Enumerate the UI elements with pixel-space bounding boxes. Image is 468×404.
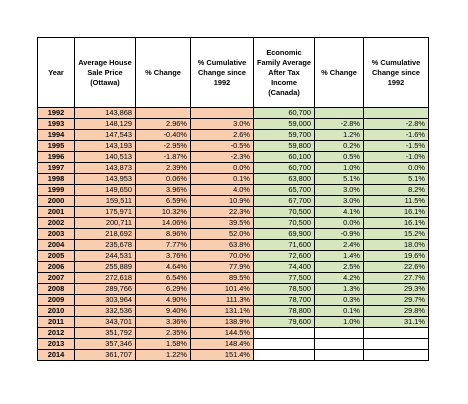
spreadsheet-table xyxy=(37,37,429,361)
cell-house-cumulative[interactable]: 131.1% xyxy=(191,306,254,317)
cell-year[interactable]: 1996 xyxy=(38,152,75,163)
cell-house-pct-change[interactable]: 14.06% xyxy=(136,218,191,229)
cell-income-cumulative[interactable]: -1.6% xyxy=(364,130,429,141)
cell-house-cumulative[interactable]: 63.8% xyxy=(191,240,254,251)
cell-income-cumulative[interactable]: 22.6% xyxy=(364,262,429,273)
table-row xyxy=(38,350,429,361)
cell-income[interactable]: 60,700 xyxy=(254,163,315,174)
cell-income[interactable]: 59,700 xyxy=(254,130,315,141)
table-row xyxy=(38,262,429,273)
table-row xyxy=(38,119,429,130)
cell-income-cumulative[interactable] xyxy=(364,350,429,361)
cell-income-pct-change[interactable]: 0.3% xyxy=(315,295,364,306)
cell-house-pct-change[interactable]: 3.96% xyxy=(136,185,191,196)
table-row xyxy=(38,152,429,163)
table-row xyxy=(38,317,429,328)
cell-house-price[interactable]: 200,711 xyxy=(75,218,136,229)
cell-house-price[interactable]: 343,701 xyxy=(75,317,136,328)
cell-house-pct-change[interactable]: 8.96% xyxy=(136,229,191,240)
cell-year[interactable]: 2003 xyxy=(38,229,75,240)
cell-house-cumulative[interactable]: 70.0% xyxy=(191,251,254,262)
cell-house-pct-change[interactable]: -1.87% xyxy=(136,152,191,163)
cell-house-cumulative[interactable]: 10.9% xyxy=(191,196,254,207)
cell-house-cumulative[interactable]: 144.5% xyxy=(191,328,254,339)
table-row xyxy=(38,284,429,295)
cell-house-pct-change[interactable]: 6.59% xyxy=(136,196,191,207)
cell-income-cumulative[interactable]: 5.1% xyxy=(364,174,429,185)
cell-income[interactable]: 59,800 xyxy=(254,141,315,152)
table-row xyxy=(38,306,429,317)
cell-income-cumulative[interactable]: -1.0% xyxy=(364,152,429,163)
cell-house-cumulative[interactable]: 89.5% xyxy=(191,273,254,284)
cell-year[interactable]: 2001 xyxy=(38,207,75,218)
cell-income-pct-change[interactable]: 2.4% xyxy=(315,240,364,251)
table-row xyxy=(38,273,429,284)
cell-house-cumulative[interactable]: 39.5% xyxy=(191,218,254,229)
cell-income-pct-change[interactable] xyxy=(315,339,364,350)
table-row xyxy=(38,229,429,240)
cell-house-pct-change[interactable]: -2.95% xyxy=(136,141,191,152)
cell-income-pct-change[interactable] xyxy=(315,108,364,119)
cell-house-cumulative[interactable]: 2.6% xyxy=(191,130,254,141)
cell-income-cumulative[interactable] xyxy=(364,339,429,350)
cell-income[interactable]: 60,100 xyxy=(254,152,315,163)
cell-house-price[interactable]: 218,692 xyxy=(75,229,136,240)
cell-income-cumulative[interactable]: 27.7% xyxy=(364,273,429,284)
cell-income-pct-change[interactable]: 3.0% xyxy=(315,185,364,196)
cell-income[interactable]: 63,800 xyxy=(254,174,315,185)
header-house-cumulative: % Cumulative Change since 1992 xyxy=(191,38,254,108)
cell-income-cumulative[interactable]: 31.1% xyxy=(364,317,429,328)
cell-house-price[interactable]: 147,543 xyxy=(75,130,136,141)
table-row xyxy=(38,218,429,229)
cell-house-pct-change[interactable] xyxy=(136,108,191,119)
cell-year[interactable]: 2011 xyxy=(38,317,75,328)
table-row xyxy=(38,295,429,306)
cell-house-price[interactable]: 289,766 xyxy=(75,284,136,295)
cell-income-pct-change[interactable]: 1.0% xyxy=(315,317,364,328)
cell-year[interactable]: 2014 xyxy=(38,350,75,361)
cell-year[interactable]: 1994 xyxy=(38,130,75,141)
cell-income-cumulative[interactable]: 11.5% xyxy=(364,196,429,207)
cell-income-cumulative[interactable]: 19.6% xyxy=(364,251,429,262)
cell-income[interactable]: 74,400 xyxy=(254,262,315,273)
cell-house-price[interactable]: 272,618 xyxy=(75,273,136,284)
cell-year[interactable]: 2002 xyxy=(38,218,75,229)
cell-house-cumulative[interactable] xyxy=(191,108,254,119)
cell-house-price[interactable]: 143,193 xyxy=(75,141,136,152)
cell-house-price[interactable]: 361,707 xyxy=(75,350,136,361)
cell-income[interactable]: 70,500 xyxy=(254,218,315,229)
cell-house-cumulative[interactable]: 0.1% xyxy=(191,174,254,185)
header-year: Year xyxy=(38,38,75,108)
cell-house-cumulative[interactable]: 101.4% xyxy=(191,284,254,295)
cell-income[interactable]: 59,000 xyxy=(254,119,315,130)
cell-house-cumulative[interactable]: 0.0% xyxy=(191,163,254,174)
cell-income[interactable]: 67,700 xyxy=(254,196,315,207)
cell-income-cumulative[interactable] xyxy=(364,108,429,119)
cell-income[interactable]: 77,500 xyxy=(254,273,315,284)
header-income-cumulative: % Cumulative Change since 1992 xyxy=(364,38,429,108)
cell-house-price[interactable]: 303,964 xyxy=(75,295,136,306)
cell-house-cumulative[interactable]: 111.3% xyxy=(191,295,254,306)
cell-house-price[interactable]: 255,889 xyxy=(75,262,136,273)
cell-income-pct-change[interactable]: 4.2% xyxy=(315,273,364,284)
cell-year[interactable]: 2000 xyxy=(38,196,75,207)
cell-income[interactable]: 78,500 xyxy=(254,284,315,295)
cell-house-cumulative[interactable]: 4.0% xyxy=(191,185,254,196)
cell-income-cumulative[interactable]: 18.0% xyxy=(364,240,429,251)
cell-house-pct-change[interactable]: 2.35% xyxy=(136,328,191,339)
cell-house-cumulative[interactable]: 148.4% xyxy=(191,339,254,350)
header-house-price: Average House Sale Price (Ottawa) xyxy=(75,38,136,108)
cell-house-cumulative[interactable]: -2.3% xyxy=(191,152,254,163)
cell-year[interactable]: 1999 xyxy=(38,185,75,196)
cell-house-cumulative[interactable]: 22.3% xyxy=(191,207,254,218)
cell-income-pct-change[interactable]: 1.3% xyxy=(315,284,364,295)
cell-house-pct-change[interactable]: 4.90% xyxy=(136,295,191,306)
header-row xyxy=(38,38,429,108)
cell-house-pct-change[interactable]: 6.29% xyxy=(136,284,191,295)
table-row xyxy=(38,339,429,350)
cell-income[interactable]: 60,700 xyxy=(254,108,315,119)
cell-income[interactable]: 79,600 xyxy=(254,317,315,328)
cell-house-pct-change[interactable]: 10.32% xyxy=(136,207,191,218)
cell-income-cumulative[interactable]: 0.0% xyxy=(364,163,429,174)
cell-income[interactable]: 65,700 xyxy=(254,185,315,196)
cell-house-pct-change[interactable]: 1.58% xyxy=(136,339,191,350)
cell-income[interactable]: 69,900 xyxy=(254,229,315,240)
cell-income-pct-change[interactable]: 1.4% xyxy=(315,251,364,262)
cell-house-price[interactable]: 244,531 xyxy=(75,251,136,262)
cell-house-price[interactable]: 159,511 xyxy=(75,196,136,207)
table-row xyxy=(38,174,429,185)
cell-year[interactable]: 2007 xyxy=(38,273,75,284)
cell-year[interactable]: 2009 xyxy=(38,295,75,306)
cell-year[interactable]: 2005 xyxy=(38,251,75,262)
cell-house-price[interactable]: 149,650 xyxy=(75,185,136,196)
cell-income-pct-change[interactable]: 0.1% xyxy=(315,306,364,317)
cell-house-pct-change[interactable]: 0.06% xyxy=(136,174,191,185)
cell-house-price[interactable]: 351,792 xyxy=(75,328,136,339)
cell-income[interactable]: 72,600 xyxy=(254,251,315,262)
cell-house-pct-change[interactable]: 3.76% xyxy=(136,251,191,262)
cell-income-cumulative[interactable]: -2.8% xyxy=(364,119,429,130)
cell-house-price[interactable]: 357,346 xyxy=(75,339,136,350)
cell-income-pct-change[interactable] xyxy=(315,328,364,339)
cell-year[interactable]: 1993 xyxy=(38,119,75,130)
cell-income-pct-change[interactable]: 0.5% xyxy=(315,152,364,163)
cell-year[interactable]: 2008 xyxy=(38,284,75,295)
cell-house-price[interactable]: 235,678 xyxy=(75,240,136,251)
cell-house-price[interactable]: 140,513 xyxy=(75,152,136,163)
cell-house-pct-change[interactable]: -0.40% xyxy=(136,130,191,141)
table-row xyxy=(38,130,429,141)
cell-income[interactable] xyxy=(254,339,315,350)
cell-income[interactable] xyxy=(254,350,315,361)
cell-house-pct-change[interactable]: 2.39% xyxy=(136,163,191,174)
cell-income[interactable]: 70,500 xyxy=(254,207,315,218)
cell-income-pct-change[interactable] xyxy=(315,350,364,361)
cell-year[interactable]: 1997 xyxy=(38,163,75,174)
cell-house-pct-change[interactable]: 2.96% xyxy=(136,119,191,130)
cell-house-pct-change[interactable]: 1.22% xyxy=(136,350,191,361)
cell-year[interactable]: 2004 xyxy=(38,240,75,251)
table-row xyxy=(38,240,429,251)
header-income: Economic Family Average After Tax Income (Canada) xyxy=(254,38,315,108)
cell-income-pct-change[interactable]: 1.0% xyxy=(315,163,364,174)
table-row xyxy=(38,328,429,339)
cell-income-pct-change[interactable]: 4.1% xyxy=(315,207,364,218)
cell-house-price[interactable]: 332,536 xyxy=(75,306,136,317)
cell-income-cumulative[interactable] xyxy=(364,328,429,339)
header-house-pct-change: % Change xyxy=(136,38,191,108)
cell-income-cumulative[interactable]: 29.3% xyxy=(364,284,429,295)
cell-income-cumulative[interactable]: 16.1% xyxy=(364,207,429,218)
cell-house-cumulative[interactable]: 77.9% xyxy=(191,262,254,273)
cell-income-pct-change[interactable]: 2.5% xyxy=(315,262,364,273)
header-income-pct-change: % Change xyxy=(315,38,364,108)
table-row xyxy=(38,251,429,262)
table-row xyxy=(38,163,429,174)
cell-house-pct-change[interactable]: 6.54% xyxy=(136,273,191,284)
cell-income-cumulative[interactable]: 29.7% xyxy=(364,295,429,306)
table-row xyxy=(38,141,429,152)
cell-house-pct-change[interactable]: 7.77% xyxy=(136,240,191,251)
cell-house-cumulative[interactable]: 52.0% xyxy=(191,229,254,240)
cell-house-price[interactable]: 143,953 xyxy=(75,174,136,185)
cell-income-pct-change[interactable]: 3.0% xyxy=(315,196,364,207)
cell-year[interactable]: 1998 xyxy=(38,174,75,185)
cell-year[interactable]: 2013 xyxy=(38,339,75,350)
cell-house-price[interactable]: 175,971 xyxy=(75,207,136,218)
cell-income-pct-change[interactable]: -2.8% xyxy=(315,119,364,130)
cell-income[interactable]: 71,600 xyxy=(254,240,315,251)
cell-year[interactable]: 2010 xyxy=(38,306,75,317)
cell-income-cumulative[interactable]: 29.8% xyxy=(364,306,429,317)
cell-year[interactable]: 1992 xyxy=(38,108,75,119)
cell-income[interactable] xyxy=(254,328,315,339)
cell-house-cumulative[interactable]: 138.9% xyxy=(191,317,254,328)
cell-house-pct-change[interactable]: 4.64% xyxy=(136,262,191,273)
cell-house-price[interactable]: 143,873 xyxy=(75,163,136,174)
table-row xyxy=(38,185,429,196)
cell-income-pct-change[interactable]: 0.2% xyxy=(315,141,364,152)
table-row xyxy=(38,207,429,218)
cell-house-pct-change[interactable]: 9.40% xyxy=(136,306,191,317)
cell-income-pct-change[interactable]: 0.0% xyxy=(315,218,364,229)
cell-income-pct-change[interactable]: 1.2% xyxy=(315,130,364,141)
cell-house-price[interactable]: 148,129 xyxy=(75,119,136,130)
cell-house-cumulative[interactable]: -0.5% xyxy=(191,141,254,152)
cell-house-cumulative[interactable]: 3.0% xyxy=(191,119,254,130)
cell-house-price[interactable]: 143,868 xyxy=(75,108,136,119)
cell-income[interactable]: 78,800 xyxy=(254,306,315,317)
cell-income-cumulative[interactable]: -1.5% xyxy=(364,141,429,152)
cell-income-cumulative[interactable]: 15.2% xyxy=(364,229,429,240)
cell-house-pct-change[interactable]: 3.36% xyxy=(136,317,191,328)
cell-income[interactable]: 78,700 xyxy=(254,295,315,306)
cell-income-cumulative[interactable]: 16.1% xyxy=(364,218,429,229)
cell-income-cumulative[interactable]: 8.2% xyxy=(364,185,429,196)
cell-house-cumulative[interactable]: 151.4% xyxy=(191,350,254,361)
table-row xyxy=(38,108,429,119)
cell-income-pct-change[interactable]: -0.9% xyxy=(315,229,364,240)
cell-income-pct-change[interactable]: 5.1% xyxy=(315,174,364,185)
cell-year[interactable]: 1995 xyxy=(38,141,75,152)
table-row xyxy=(38,196,429,207)
cell-year[interactable]: 2012 xyxy=(38,328,75,339)
cell-year[interactable]: 2006 xyxy=(38,262,75,273)
